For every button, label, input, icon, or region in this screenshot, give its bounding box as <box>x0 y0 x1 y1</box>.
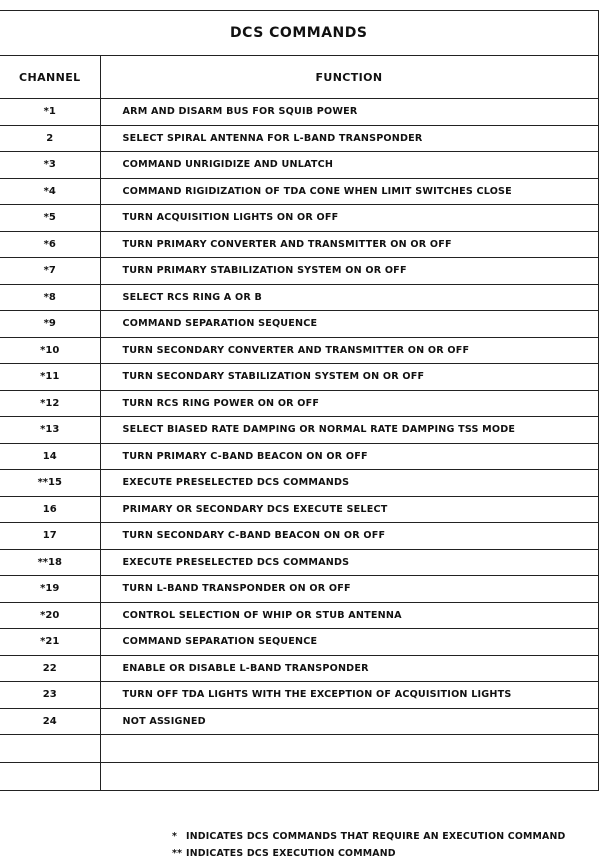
table-row <box>0 284 598 311</box>
function-cell: PRIMARY OR SECONDARY DCS EXECUTE SELECT <box>100 496 598 523</box>
channel-cell: **15 <box>0 470 100 497</box>
blank-channel-cell <box>0 763 100 791</box>
table-row <box>0 655 598 682</box>
table-row <box>0 549 598 576</box>
footnote-text: INDICATES DCS COMMANDS THAT REQUIRE AN EXECUTION COMMAND <box>186 831 566 842</box>
table-row <box>0 231 598 258</box>
channel-column-header: CHANNEL <box>0 56 100 99</box>
function-cell: CONTROL SELECTION OF WHIP OR STUB ANTENNA <box>100 602 598 629</box>
table-row <box>0 576 598 603</box>
function-cell: SELECT SPIRAL ANTENNA FOR L-BAND TRANSPONDER <box>100 125 598 152</box>
channel-cell: *10 <box>0 337 100 364</box>
footnotes <box>172 828 566 862</box>
table-row <box>0 682 598 709</box>
channel-cell: *3 <box>0 152 100 179</box>
table-body <box>0 99 598 791</box>
function-cell: SELECT RCS RING A OR B <box>100 284 598 311</box>
channel-cell: 24 <box>0 708 100 735</box>
table-row <box>0 337 598 364</box>
table-row <box>0 258 598 285</box>
table-row <box>0 125 598 152</box>
channel-cell: 17 <box>0 523 100 550</box>
table-title: DCS COMMANDS <box>0 11 598 56</box>
channel-cell: *5 <box>0 205 100 232</box>
table-row <box>0 178 598 205</box>
footnote-line <box>172 845 566 862</box>
function-cell: TURN SECONDARY C-BAND BEACON ON OR OFF <box>100 523 598 550</box>
function-cell: COMMAND SEPARATION SEQUENCE <box>100 311 598 338</box>
table-row <box>0 364 598 391</box>
function-cell: TURN RCS RING POWER ON OR OFF <box>100 390 598 417</box>
function-cell: TURN L-BAND TRANSPONDER ON OR OFF <box>100 576 598 603</box>
channel-cell: *19 <box>0 576 100 603</box>
channel-cell: *7 <box>0 258 100 285</box>
blank-channel-cell <box>0 735 100 763</box>
function-cell: TURN PRIMARY CONVERTER AND TRANSMITTER ON OR OFF <box>100 231 598 258</box>
channel-cell: *1 <box>0 99 100 126</box>
footnote-mark: ** <box>172 848 183 859</box>
table-row <box>0 152 598 179</box>
function-cell: COMMAND RIGIDIZATION OF TDA CONE WHEN LIMIT SWITCHES CLOSE <box>100 178 598 205</box>
table-row <box>0 523 598 550</box>
function-cell: TURN SECONDARY CONVERTER AND TRANSMITTER ON OR OFF <box>100 337 598 364</box>
channel-cell: 2 <box>0 125 100 152</box>
blank-table-row <box>0 763 598 791</box>
channel-cell: *9 <box>0 311 100 338</box>
table-row <box>0 205 598 232</box>
blank-function-cell <box>100 763 598 791</box>
function-cell: SELECT BIASED RATE DAMPING OR NORMAL RATE DAMPING TSS MODE <box>100 417 598 444</box>
function-cell: ARM AND DISARM BUS FOR SQUIB POWER <box>100 99 598 126</box>
function-cell: TURN PRIMARY C-BAND BEACON ON OR OFF <box>100 443 598 470</box>
channel-cell: **18 <box>0 549 100 576</box>
channel-cell: *8 <box>0 284 100 311</box>
function-cell: EXECUTE PRESELECTED DCS COMMANDS <box>100 470 598 497</box>
footnote-mark: * <box>172 831 178 842</box>
channel-cell: *21 <box>0 629 100 656</box>
footnote-line <box>172 828 566 845</box>
table-row <box>0 417 598 444</box>
channel-cell: *4 <box>0 178 100 205</box>
table-row <box>0 629 598 656</box>
function-cell: TURN ACQUISITION LIGHTS ON OR OFF <box>100 205 598 232</box>
function-cell: NOT ASSIGNED <box>100 708 598 735</box>
channel-cell: 22 <box>0 655 100 682</box>
table-row <box>0 99 598 126</box>
footnote-text: INDICATES DCS EXECUTION COMMAND <box>186 848 396 859</box>
function-cell: ENABLE OR DISABLE L-BAND TRANSPONDER <box>100 655 598 682</box>
table-row <box>0 708 598 735</box>
table-row <box>0 311 598 338</box>
function-cell: EXECUTE PRESELECTED DCS COMMANDS <box>100 549 598 576</box>
channel-cell: *11 <box>0 364 100 391</box>
blank-function-cell <box>100 735 598 763</box>
channel-cell: *12 <box>0 390 100 417</box>
function-cell: COMMAND SEPARATION SEQUENCE <box>100 629 598 656</box>
table-row <box>0 470 598 497</box>
channel-cell: 14 <box>0 443 100 470</box>
table-row <box>0 390 598 417</box>
function-cell: TURN PRIMARY STABILIZATION SYSTEM ON OR OFF <box>100 258 598 285</box>
channel-cell: 16 <box>0 496 100 523</box>
function-cell: TURN SECONDARY STABILIZATION SYSTEM ON OR OFF <box>100 364 598 391</box>
channel-cell: *20 <box>0 602 100 629</box>
blank-table-row <box>0 735 598 763</box>
function-cell: TURN OFF TDA LIGHTS WITH THE EXCEPTION OF ACQUISITION LIGHTS <box>100 682 598 709</box>
channel-cell: 23 <box>0 682 100 709</box>
function-column-header: FUNCTION <box>100 56 598 99</box>
table-row <box>0 496 598 523</box>
table-row <box>0 602 598 629</box>
function-cell: COMMAND UNRIGIDIZE AND UNLATCH <box>100 152 598 179</box>
table-row <box>0 443 598 470</box>
channel-cell: *13 <box>0 417 100 444</box>
channel-cell: *6 <box>0 231 100 258</box>
dcs-commands-table <box>0 10 599 791</box>
